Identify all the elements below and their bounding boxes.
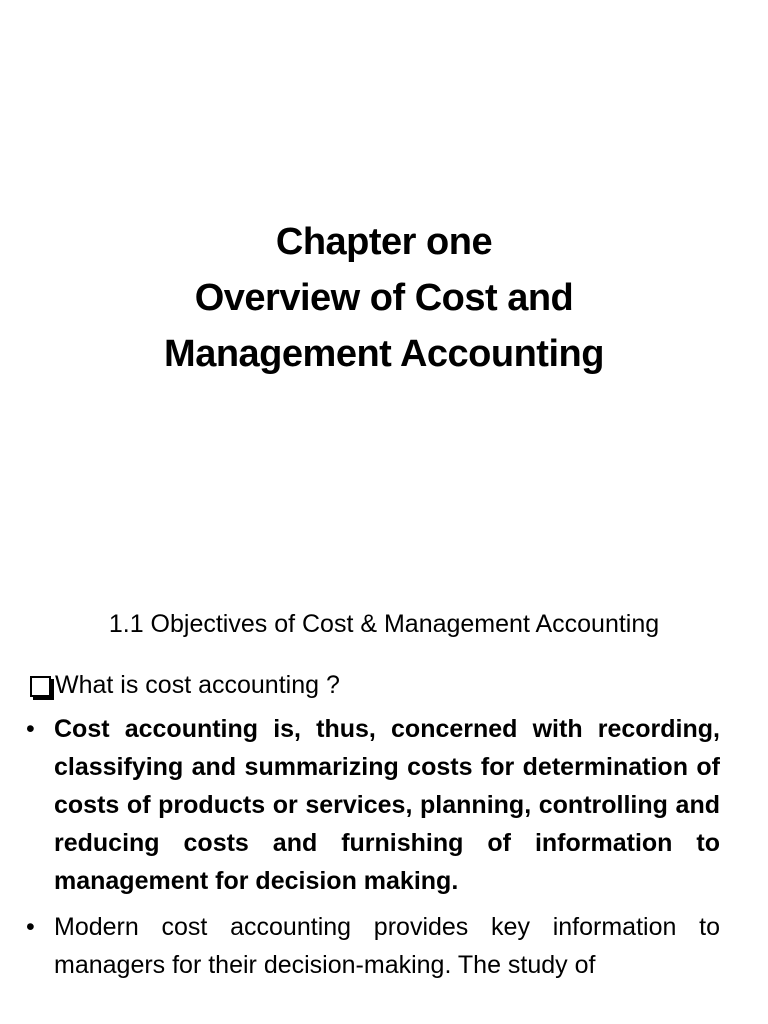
bullet-text: Modern cost accounting provides key information to managers for their decision-making. The study of <box>54 913 720 979</box>
title-line-management: Management Accounting <box>164 333 604 375</box>
bullet-text: Cost accounting is, thus, concerned with recording, classifying and summarizing costs for determination of costs of products or services, planning, controlling and reducing costs and furnishing of information to management for decision making. <box>54 715 720 895</box>
section-heading: 1.1 Objectives of Cost & Management Accounting <box>108 610 660 638</box>
bullet-list <box>26 710 720 992</box>
bullet-dot-icon: • <box>26 715 35 743</box>
question-text: What is cost accounting ? <box>55 671 340 699</box>
bullet-item-modern <box>26 908 720 984</box>
bullet-item-definition <box>26 710 720 900</box>
content-slide <box>0 575 768 1024</box>
bullet-dot-icon: • <box>26 913 35 941</box>
checkbox-bullet-icon <box>30 676 51 697</box>
title-line-overview: Overview of Cost and <box>194 277 574 319</box>
chapter-title <box>0 214 768 382</box>
title-line-chapter: Chapter one <box>275 221 493 263</box>
question-item <box>30 667 340 703</box>
